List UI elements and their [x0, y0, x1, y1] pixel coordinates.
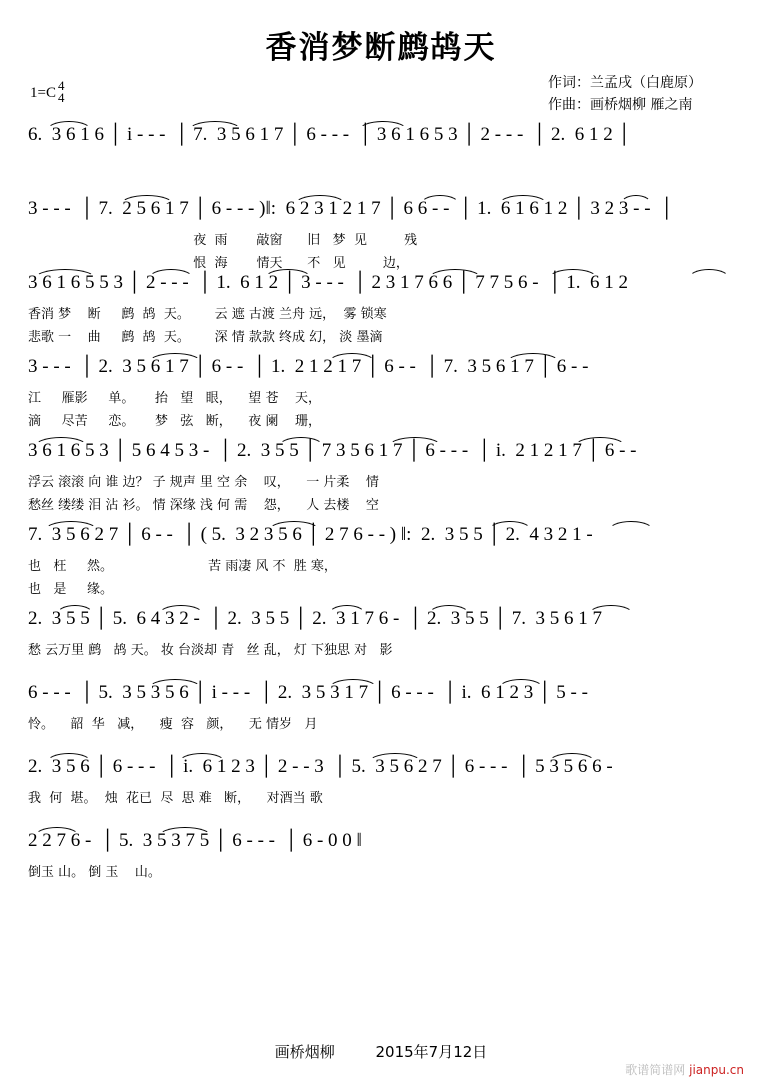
- note-line: 7. 3 5 6 2 7 │ 6 - - │ ( 5. 3 2 3 5 6 │ 2 7 6 - - ) ‖: 2. 3 5 5 │ 2. 4 3 2 1 -: [28, 524, 593, 545]
- sheet-music-page: [0, 22, 762, 1090]
- lyric-line-1: 倒玉 山。 倒 玉 山。: [28, 865, 161, 880]
- lyric-line-1: 我 何 堪。 烛 花已 尽 思 难 断， 对酒当 歌: [28, 791, 323, 806]
- footer-composer: 画桥烟柳: [274, 1043, 335, 1061]
- watermark-url: jianpu.cn: [689, 1063, 744, 1077]
- note-line: 3 6 1 6 5 5 3 │ 2 - - - │ 1. 6 1 2 │ 3 - - - │ 2 3 1 7 6 6 │ 7 7 5 6 - │ 1. 6 1 2: [28, 272, 629, 293]
- note-line: 6. 3 6 1 6 │ i - - - │ 7. 3 5 6 1 7 │ 6 - - - │ 3 6 1 6 5 3 │ 2 - - - │ 2. 6 1 2 │: [28, 124, 631, 145]
- lyric-line-2: [28, 183, 734, 199]
- note-line: 3 - - - │ 7. 2 5 6 1 7 │ 6 - - - )‖: 6 2 3 1 2 1 7 │ 6 6 - - │ 1. 6 1 6 1 2 │ 3 2 3 - - │: [28, 198, 674, 219]
- lyric-line-1: 夜 雨 敲窗 旧 梦 见 残: [28, 233, 418, 248]
- staff-system: [28, 831, 734, 905]
- note-line: 2. 3 5 5 │ 5. 6 4 3 2 - │ 2. 3 5 5 │ 2. 3 1 7 6 - │ 2. 3 5 5 │ 7. 3 5 6 1 7: [28, 608, 602, 629]
- lyric-line-1: [28, 160, 734, 176]
- watermark: [625, 1061, 744, 1078]
- music-staff: [28, 125, 734, 905]
- staff-system: [28, 357, 734, 441]
- staff-system: [28, 199, 734, 273]
- staff-system: [28, 525, 734, 609]
- note-line: 6 - - - │ 5. 3 5 3 5 6 │ i - - - │ 2. 3 5 3 1 7 │ 6 - - - │ i. 6 1 2 3 │ 5 - -: [28, 682, 588, 703]
- composer-line: 作曲：画桥烟柳 雁之南: [548, 96, 693, 113]
- lyric-line-1: 也 枉 然。 苦 雨凄 风 不 胜 寒，: [28, 559, 337, 574]
- staff-system: [28, 757, 734, 831]
- note-line: 2. 3 5 6 │ 6 - - - │ i. 6 1 2 3 │ 2 - - 3 │ 5. 3 5 6 2 7 │ 6 - - - │ 5 3 5 6 6 -: [28, 756, 613, 777]
- footer-date: 2015年7月12日: [375, 1043, 488, 1061]
- lyric-line-1: 江 雁影 单。 抬 望 眼， 望 苍 天，: [28, 391, 321, 406]
- lyric-line-1: 怜。 韶 华 减， 瘦 容 颜， 无 情岁 月: [28, 717, 318, 732]
- lyric-line-2: 也 是 缘。: [28, 582, 114, 597]
- lyric-line-1: 浮云 滚滚 向 谁 边？ 子 规声 里 空 余 叹， 一 片柔 情: [28, 475, 379, 490]
- lyric-line-2: 恨 海 情天 不 见 边，: [28, 256, 409, 271]
- footer: [0, 1041, 762, 1062]
- credits-block: [548, 73, 702, 116]
- lyric-line-2: 滴 尽苦 恋。 梦 弦 断， 夜 阑 珊，: [28, 414, 321, 429]
- staff-system: [28, 683, 734, 757]
- note-line: 2 2 7 6 - │ 5. 3 5 3 7 5 │ 6 - - - │ 6 - 0 0 ‖: [28, 830, 362, 851]
- lyric-line-2: 愁丝 缕缕 泪 沾 衫。 情 深缘 浅 何 需 怨， 人 去楼 空: [28, 498, 379, 513]
- lyricist-line: 作词：兰孟戌（白鹿原）: [548, 75, 702, 91]
- staff-system: [28, 609, 734, 683]
- score-meta: [0, 67, 762, 125]
- lyric-line-1: 香消 梦 断 鹧 鸪 天。 云 遮 古渡 兰舟 远， 雾 锁寒: [28, 307, 387, 322]
- time-signature: [58, 80, 65, 105]
- staff-system: [28, 125, 734, 199]
- key-signature: [30, 78, 65, 106]
- staff-system: [28, 273, 734, 357]
- page-title: 香消梦断鹧鸪天: [265, 30, 497, 66]
- key-label: 1=C: [30, 84, 56, 101]
- staff-system: [28, 441, 734, 525]
- time-sig-numerator: 4: [57, 78, 65, 93]
- note-line: 3 6 1 6 5 3 │ 5 6 4 5 3 - │ 2. 3 5 5 │ 7 3 5 6 1 7 │ 6 - - - │ i. 2 1 2 1 7 │ 6 - -: [28, 440, 637, 461]
- note-line: 3 - - - │ 2. 3 5 6 1 7 │ 6 - - │ 1. 2 1 2 1 7 │ 6 - - │ 7. 3 5 6 1 7 │ 6 - -: [28, 356, 589, 377]
- watermark-site-name: 歌谱简谱网: [625, 1063, 686, 1077]
- lyric-line-2: 悲歌 一 曲 鹧 鸪 天。 深 情 款款 终成 幻， 淡 墨滴: [28, 330, 383, 345]
- time-sig-denominator: 4: [57, 90, 65, 106]
- lyric-line-1: 愁 云万里 鹧 鸪 天。 妆 台淡却 青 丝 乱， 灯 下独思 对 影: [28, 643, 393, 658]
